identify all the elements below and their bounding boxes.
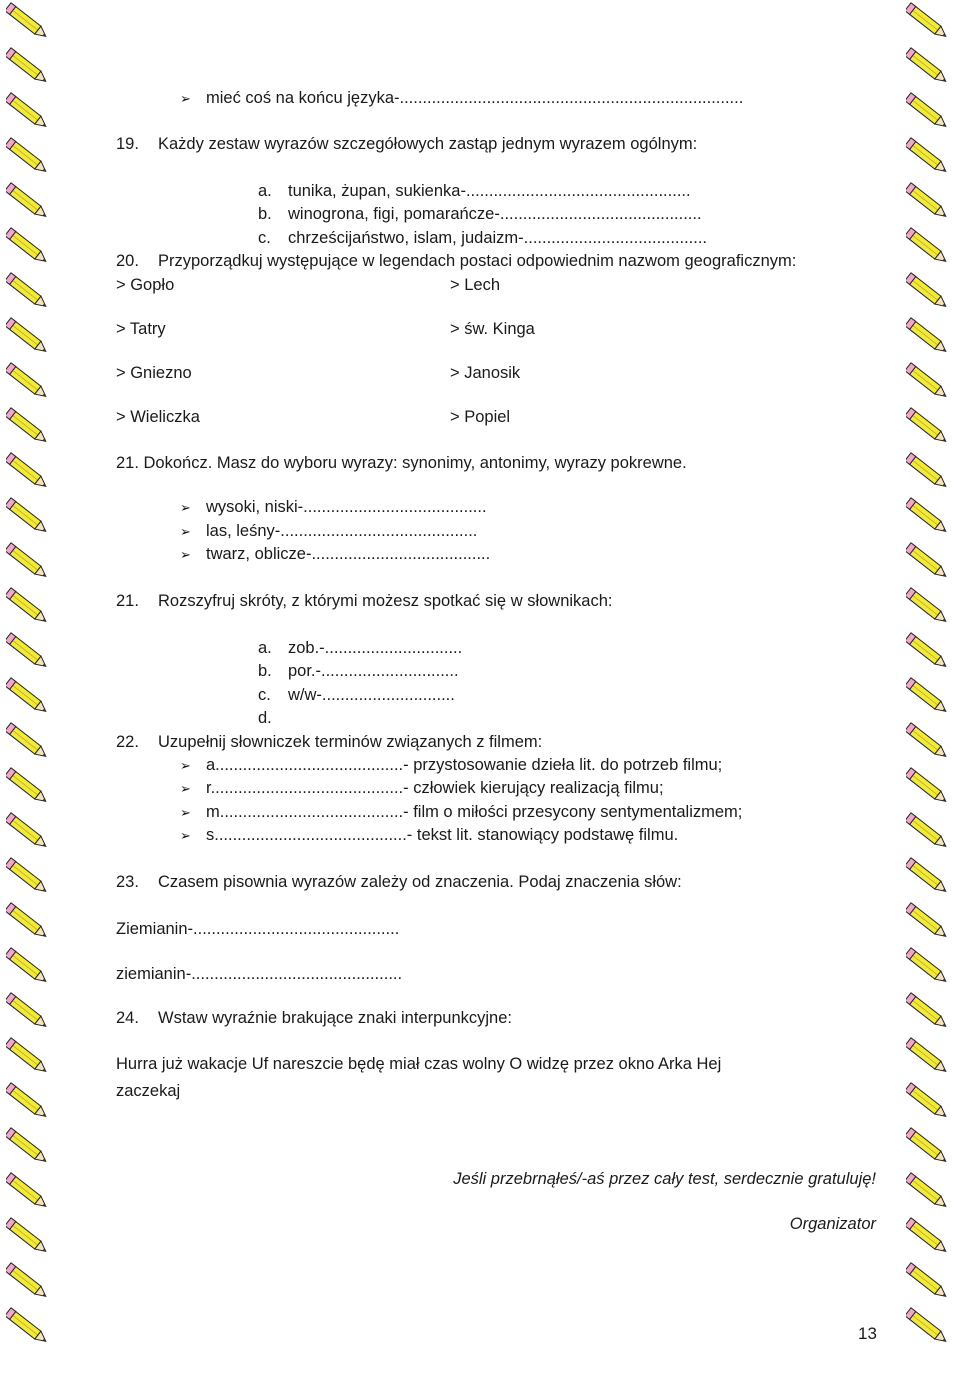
match-left: > Tatry — [116, 320, 166, 338]
item-text: chrześcijaństwo, islam, judaizm-........................................ — [288, 229, 708, 247]
task-text: Każdy zestaw wyrazów szczegółowych zastąp jednym wyrazem ogólnym: — [158, 135, 698, 153]
task-21b-heading — [116, 591, 612, 611]
punctuation-text: zaczekaj — [116, 1082, 181, 1100]
list-item — [258, 685, 455, 705]
answer-line: ziemianin-.............................................. — [116, 965, 403, 983]
chevron-icon: ➢ — [180, 828, 191, 843]
task-text: Przyporządkuj występujące w legendach postaci odpowiednim nazwom geograficznym: — [158, 252, 797, 270]
list-item — [258, 661, 459, 681]
item-letter: d. — [258, 709, 272, 727]
item-text: m........................................- film o miłości przesycony sentymentalizmem; — [206, 803, 743, 821]
chevron-icon: ➢ — [180, 781, 191, 796]
item-letter: c. — [258, 686, 271, 704]
item-text: w/w-............................. — [288, 686, 455, 704]
item-letter: a. — [258, 182, 272, 200]
list-item — [180, 778, 664, 799]
chevron-icon: ➢ — [180, 500, 191, 515]
congratulations-text: Jeśli przebrnąłeś/-aś przez cały test, serdecznie gratuluję! — [453, 1170, 876, 1188]
item-text: zob.-.............................. — [288, 639, 463, 657]
item-text: tunika, żupan, sukienka-................................................. — [288, 182, 691, 200]
task-number: 19. — [116, 135, 139, 153]
chevron-icon: ➢ — [180, 758, 191, 773]
task-21-heading: 21. Dokończ. Masz do wyboru wyrazy: synonimy, antonimy, wyrazy pokrewne. — [116, 454, 687, 472]
match-right: > św. Kinga — [450, 320, 535, 338]
list-item — [180, 825, 678, 846]
list-item — [258, 181, 691, 201]
item-text: a.........................................- przystosowanie dzieła lit. do potrzeb filmu; — [206, 756, 723, 774]
list-item — [180, 521, 477, 542]
match-left: > Wieliczka — [116, 408, 200, 426]
task-number: 21. — [116, 592, 139, 610]
item-letter: b. — [258, 662, 272, 680]
chevron-icon: ➢ — [180, 547, 191, 562]
task-number: 23. — [116, 873, 139, 891]
task-text: Rozszyfruj skróty, z którymi możesz spotkać się w słownikach: — [158, 592, 613, 610]
line-text: mieć coś na końcu języka-........................................................................... — [206, 89, 744, 107]
item-letter: a. — [258, 639, 272, 657]
chevron-icon: ➢ — [180, 524, 191, 539]
task-20-heading — [116, 251, 796, 271]
item-text: por.-.............................. — [288, 662, 459, 680]
organizer-signature: Organizator — [789, 1215, 876, 1233]
list-item — [180, 544, 490, 565]
list-item — [180, 755, 722, 776]
list-item — [258, 638, 462, 658]
match-right: > Lech — [450, 276, 500, 294]
list-item — [258, 228, 707, 248]
task-number: 22. — [116, 733, 139, 751]
item-letter: b. — [258, 205, 272, 223]
item-text: s..........................................- tekst lit. stanowiący podstawę filmu. — [206, 826, 679, 844]
task-19-heading — [116, 134, 697, 154]
list-item — [258, 204, 702, 224]
punctuation-text: Hurra już wakacje Uf nareszcie będę miał czas wolny O widzę przez okno Arka Hej — [116, 1055, 722, 1073]
item-text: r..........................................- człowiek kierujący realizacją filmu; — [206, 779, 664, 797]
task-24-heading — [116, 1008, 512, 1028]
task-text: Czasem pisownia wyrazów zależy od znaczenia. Podaj znaczenia słów: — [158, 873, 682, 891]
item-text: winogrona, figi, pomarańcze-............................................ — [288, 205, 702, 223]
answer-line: Ziemianin-............................................. — [116, 920, 400, 938]
item-text: twarz, oblicze-....................................... — [206, 545, 491, 563]
task-22-heading — [116, 732, 542, 752]
match-right: > Popiel — [450, 408, 511, 426]
chevron-icon: ➢ — [180, 805, 191, 820]
match-left: > Gniezno — [116, 364, 192, 382]
list-item — [180, 802, 742, 823]
task-text: Wstaw wyraźnie brakujące znaki interpunkcyjne: — [158, 1009, 512, 1027]
item-text: wysoki, niski-........................................ — [206, 498, 487, 516]
task-text: Uzupełnij słowniczek terminów związanych z filmem: — [158, 733, 543, 751]
match-left: > Gopło — [116, 276, 175, 294]
task-number: 20. — [116, 252, 139, 270]
page-number: 13 — [858, 1324, 877, 1343]
item-letter: c. — [258, 229, 271, 247]
chevron-icon: ➢ — [180, 91, 191, 106]
task-23-heading — [116, 872, 682, 892]
match-right: > Janosik — [450, 364, 521, 382]
task-number: 24. — [116, 1009, 139, 1027]
item-text: las, leśny-........................................... — [206, 522, 478, 540]
list-item — [258, 708, 288, 728]
idiom-line — [180, 88, 743, 109]
list-item — [180, 497, 487, 518]
